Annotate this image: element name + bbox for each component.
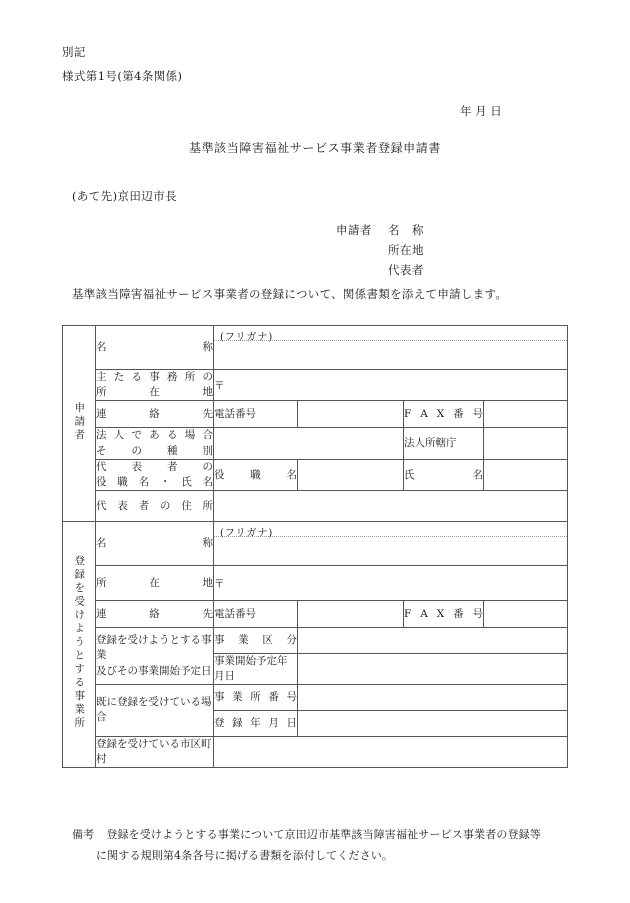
postal-mark-icon: 〒 (214, 379, 225, 392)
field-representative-address[interactable] (214, 491, 568, 522)
field-office-fax[interactable] (484, 601, 568, 628)
postal-mark-icon-office: 〒 (214, 577, 225, 590)
label-representative-title-name: 代 表 者 の 役 職 名 ・ 氏 名 (96, 459, 214, 490)
label-office-address: 所 在 地 (96, 566, 214, 601)
label-representative-fullname: 氏 名 (404, 459, 484, 490)
table-row (63, 601, 568, 628)
application-form-table (62, 325, 568, 768)
furigana-label-applicant: (フリガナ) (214, 326, 567, 341)
field-business-category[interactable] (298, 628, 568, 654)
label-registration-date: 登 録 年 月 日 (214, 710, 298, 736)
label-business-category: 事 業 区 分 (214, 628, 298, 654)
applicant-signature-block (336, 220, 424, 280)
table-row (63, 566, 568, 601)
section-label-target-office: 登録を受けようとする事業所 (63, 522, 96, 768)
applicant-name-label: 名 称 (388, 223, 424, 237)
applicant-row-representative (336, 260, 424, 280)
field-applicant-fax[interactable] (484, 401, 568, 428)
appendix-marker: 別記 (62, 45, 86, 59)
label-planned-business: 登録を受けようとする事業 及びその事業開始予定日 (96, 628, 214, 684)
table-row (63, 628, 568, 654)
field-office-name[interactable] (214, 522, 568, 566)
remark-tag: 備考 (72, 828, 95, 841)
furigana-input-applicant[interactable] (214, 341, 567, 369)
field-registered-municipality[interactable] (214, 736, 568, 767)
label-office-contact: 連 絡 先 (96, 601, 214, 628)
field-applicant-corporation-type[interactable] (214, 428, 404, 459)
field-office-phone[interactable] (298, 601, 404, 628)
field-registration-date[interactable] (298, 710, 568, 736)
applicant-address-label: 所在地 (388, 243, 424, 257)
date-line: 年 月 日 (460, 104, 502, 118)
field-representative-position[interactable] (298, 459, 404, 490)
intro-statement: 基準該当障害福祉サービス事業者の登録について、関係書類を添えて申請します。 (72, 287, 508, 301)
label-office-name: 名 称 (96, 522, 214, 566)
label-already-registered: 既に登録を受けている場合 (96, 684, 214, 736)
furigana-label-office: (フリガナ) (214, 522, 567, 537)
label-office-number: 事 業 所 番 号 (214, 684, 298, 710)
label-office-fax: F A X 番 号 (404, 601, 484, 628)
field-representative-fullname[interactable] (484, 459, 568, 490)
table-row (63, 428, 568, 459)
label-applicant-corporation-type: 法 人 で あ る 場 合 そ の 種 別 (96, 428, 214, 459)
label-business-start-date: 事業開始予定年月日 (214, 654, 298, 684)
table-row (63, 522, 568, 566)
label-applicant-phone: 電話番号 (214, 401, 298, 428)
remark-line-2: に関する規則第4条各号に掲げる書類を添付してください。 (96, 849, 394, 862)
label-applicant-fax: F A X 番 号 (404, 401, 484, 428)
label-corporate-authority: 法人所轄庁 (404, 428, 484, 459)
label-representative-address: 代 表 者 の 住 所 (96, 491, 214, 522)
field-business-start-date[interactable] (298, 654, 568, 684)
field-applicant-name[interactable] (214, 326, 568, 370)
table-row (63, 401, 568, 428)
page-title: 基準該当障害福祉サービス事業者登録申請書 (188, 141, 441, 155)
furigana-input-office[interactable] (214, 537, 567, 565)
label-applicant-contact: 連 絡 先 (96, 401, 214, 428)
field-applicant-phone[interactable] (298, 401, 404, 428)
field-office-address[interactable] (214, 566, 568, 601)
applicant-row-address (336, 240, 424, 260)
table-row (63, 459, 568, 490)
applicant-representative-label: 代表者 (388, 263, 424, 277)
field-corporate-authority[interactable] (484, 428, 568, 459)
label-applicant-name: 名 称 (96, 326, 214, 370)
field-applicant-office-address[interactable] (214, 370, 568, 401)
applicant-tag: 申請者 (336, 223, 372, 237)
table-row (63, 491, 568, 522)
table-row (63, 736, 568, 767)
remark-line-1: 登録を受けようとする事業について京田辺市基準該当障害福祉サービス事業者の登録等 (106, 828, 541, 841)
form-number: 様式第1号(第4条関係) (62, 69, 183, 83)
addressee: (あて先)京田辺市長 (72, 189, 177, 203)
table-row (63, 326, 568, 370)
label-registered-municipality: 登録を受けている市区町村 (96, 736, 214, 767)
label-office-phone: 電話番号 (214, 601, 298, 628)
table-row (63, 684, 568, 710)
section-label-applicant: 申請者 (63, 326, 96, 522)
remark-note (72, 824, 592, 866)
applicant-row-name (336, 220, 424, 240)
field-office-number[interactable] (298, 684, 568, 710)
label-representative-position: 役 職 名 (214, 459, 298, 490)
label-applicant-office-address: 主 た る 事 務 所 の 所 在 地 (96, 370, 214, 401)
table-row (63, 370, 568, 401)
